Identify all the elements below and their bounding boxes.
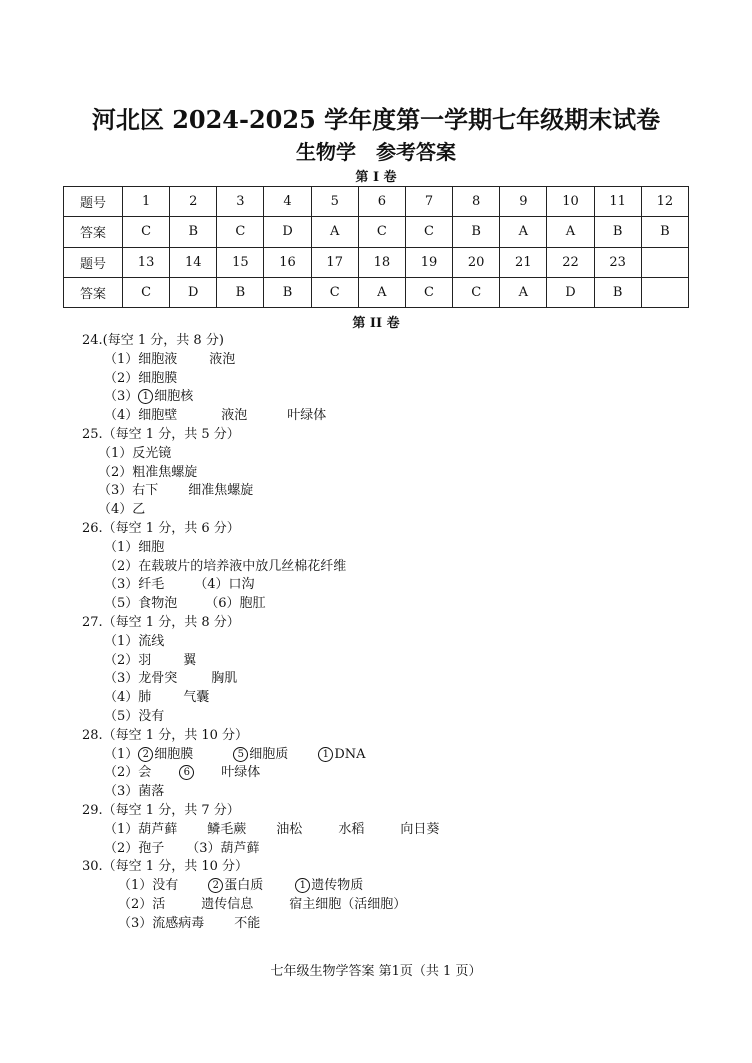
answer-line bbox=[82, 407, 702, 426]
circled-number: 1 bbox=[295, 878, 310, 893]
table-cell: 14 bbox=[170, 247, 217, 277]
table-cell: A bbox=[500, 217, 547, 247]
answer-text: （1） bbox=[104, 746, 139, 762]
section-1-label: 第 I 卷 bbox=[355, 170, 397, 185]
table-cell bbox=[641, 247, 688, 277]
question-24-header: 24.(每空 1 分，共 8 分) bbox=[82, 333, 224, 348]
page-subtitle: 生物学 参考答案 bbox=[296, 140, 456, 164]
answer-line bbox=[82, 746, 702, 765]
table-cell: 1 bbox=[123, 187, 170, 217]
answer-text: 叶绿体 bbox=[221, 765, 261, 781]
answer-line bbox=[82, 877, 702, 896]
question-25-header: 25.（每空 1 分，共 5 分） bbox=[82, 426, 240, 442]
table-cell: D bbox=[264, 217, 311, 247]
circled-number: 1 bbox=[318, 747, 333, 762]
answer-text: 叶绿体 bbox=[287, 408, 327, 424]
answer-line bbox=[82, 915, 702, 934]
answer-text: 翼 bbox=[183, 652, 197, 668]
answer-text: 鳞毛蕨 bbox=[207, 821, 247, 837]
table-cell: A bbox=[311, 217, 358, 247]
table-cell: 6 bbox=[358, 187, 405, 217]
answer-text: 蛋白质 bbox=[224, 878, 264, 894]
answer-line bbox=[82, 896, 702, 915]
table-cell: 10 bbox=[547, 187, 594, 217]
answer-text: （4）肺 bbox=[104, 690, 152, 706]
question-27-header: 27.（每空 1 分，共 8 分） bbox=[82, 614, 240, 630]
table-cell: 答案 bbox=[64, 277, 123, 307]
answer-line bbox=[82, 482, 702, 501]
answer-table bbox=[63, 186, 689, 308]
table-cell: 23 bbox=[594, 247, 641, 277]
circled-number: 2 bbox=[138, 747, 153, 762]
table-cell: 8 bbox=[453, 187, 500, 217]
answer-text: （3）葫芦藓 bbox=[186, 840, 260, 856]
table-cell: C bbox=[123, 277, 170, 307]
table-cell: B bbox=[217, 277, 264, 307]
answer-line: （1）细胞 bbox=[104, 539, 165, 555]
table-cell: B bbox=[594, 217, 641, 247]
answer-line bbox=[82, 764, 702, 783]
table-cell: 7 bbox=[405, 187, 452, 217]
answer-line bbox=[82, 652, 702, 671]
answer-text: （3）流感病毒 bbox=[118, 915, 205, 931]
question-30-header: 30.（每空 1 分，共 10 分） bbox=[82, 859, 249, 875]
question-28-header: 28.（每空 1 分，共 10 分） bbox=[82, 727, 249, 743]
answer-text: （5）食物泡 bbox=[104, 596, 178, 612]
answer-text: 液泡 bbox=[209, 351, 236, 367]
table-cell: C bbox=[405, 217, 452, 247]
table-cell: 5 bbox=[311, 187, 358, 217]
answer-text: （3）龙骨突 bbox=[104, 671, 178, 687]
table-cell: 13 bbox=[123, 247, 170, 277]
answer-text: 水稻 bbox=[338, 821, 365, 837]
table-cell: B bbox=[170, 217, 217, 247]
table-row bbox=[64, 187, 689, 217]
table-cell: D bbox=[170, 277, 217, 307]
answer-text: （1）细胞液 bbox=[104, 351, 178, 367]
table-cell: C bbox=[405, 277, 452, 307]
answer-line bbox=[82, 689, 702, 708]
answer-line: （4）乙 bbox=[98, 502, 146, 518]
answer-line bbox=[82, 821, 702, 840]
answer-text: 细准焦螺旋 bbox=[188, 483, 254, 499]
answer-text: （1）葫芦藓 bbox=[104, 821, 178, 837]
table-cell: A bbox=[500, 277, 547, 307]
answer-text: （6）胞肛 bbox=[205, 596, 266, 612]
answer-text: 油松 bbox=[276, 821, 303, 837]
answer-line: （2）粗准焦螺旋 bbox=[98, 464, 198, 480]
page-title: 河北区 2024-2025 学年度第一学期七年级期末试卷 bbox=[91, 105, 661, 134]
table-cell: B bbox=[453, 217, 500, 247]
table-cell: 9 bbox=[500, 187, 547, 217]
answer-text: 宿主细胞（活细胞） bbox=[289, 896, 407, 912]
table-cell: 15 bbox=[217, 247, 264, 277]
page-footer: 七年级生物学答案 第1页（共 1 页） bbox=[270, 964, 482, 979]
answer-line: （2）在载玻片的培养液中放几丝棉花纤维 bbox=[104, 558, 347, 574]
answer-text: DNA bbox=[334, 746, 366, 762]
answer-text: （2）孢子 bbox=[104, 840, 165, 856]
answer-text: 细胞膜 bbox=[154, 746, 194, 762]
table-cell: A bbox=[358, 277, 405, 307]
answer-text: （3）右下 bbox=[98, 483, 159, 499]
answer-line bbox=[82, 576, 702, 595]
table-cell: C bbox=[123, 217, 170, 247]
table-cell: 16 bbox=[264, 247, 311, 277]
table-cell: 答案 bbox=[64, 217, 123, 247]
table-cell: 11 bbox=[594, 187, 641, 217]
answer-line: （1）反光镜 bbox=[98, 445, 172, 461]
question-29-header: 29.（每空 1 分，共 7 分） bbox=[82, 802, 240, 818]
table-cell: C bbox=[358, 217, 405, 247]
section-2-label: 第 II 卷 bbox=[352, 316, 400, 331]
table-cell: 2 bbox=[170, 187, 217, 217]
table-cell: 题号 bbox=[64, 187, 123, 217]
answer-text: 细胞质 bbox=[249, 746, 289, 762]
answer-text: 向日葵 bbox=[400, 821, 440, 837]
table-cell: B bbox=[641, 217, 688, 247]
table-cell: C bbox=[453, 277, 500, 307]
answer-text: 液泡 bbox=[221, 408, 248, 424]
table-cell: 19 bbox=[405, 247, 452, 277]
answer-text: （2）羽 bbox=[104, 652, 152, 668]
answer-text: 胸肌 bbox=[211, 671, 238, 687]
table-cell: 4 bbox=[264, 187, 311, 217]
circled-number: 1 bbox=[138, 389, 153, 404]
table-cell: B bbox=[594, 277, 641, 307]
table-row bbox=[64, 247, 689, 277]
answer-text: （4）口沟 bbox=[194, 577, 255, 593]
answer-line bbox=[82, 840, 702, 859]
answer-text: （3） bbox=[104, 389, 139, 405]
answer-text: 遗传信息 bbox=[201, 896, 254, 912]
question-26-header: 26.（每空 1 分，共 6 分） bbox=[82, 520, 240, 536]
table-cell: 3 bbox=[217, 187, 264, 217]
table-cell: D bbox=[547, 277, 594, 307]
answer-text: （2）会 bbox=[104, 765, 152, 781]
answer-line: （1）流线 bbox=[104, 633, 165, 649]
answer-text: 遗传物质 bbox=[311, 878, 364, 894]
answer-text: 不能 bbox=[234, 915, 261, 931]
answer-text: （1）没有 bbox=[118, 878, 179, 894]
answer-line: （3）菌落 bbox=[104, 784, 165, 800]
table-cell: 20 bbox=[453, 247, 500, 277]
table-cell: A bbox=[547, 217, 594, 247]
table-row bbox=[64, 277, 689, 307]
answer-line bbox=[82, 595, 702, 614]
table-cell: C bbox=[311, 277, 358, 307]
circled-number: 2 bbox=[208, 878, 223, 893]
answer-text: （3）纤毛 bbox=[104, 577, 165, 593]
table-cell bbox=[641, 277, 688, 307]
table-cell: B bbox=[264, 277, 311, 307]
table-cell: 22 bbox=[547, 247, 594, 277]
circled-number: 5 bbox=[233, 747, 248, 762]
answer-text: （4）细胞壁 bbox=[104, 408, 178, 424]
answer-line bbox=[82, 388, 702, 407]
table-cell: 17 bbox=[311, 247, 358, 277]
table-cell: 21 bbox=[500, 247, 547, 277]
table-cell: 12 bbox=[641, 187, 688, 217]
answer-line: （5）没有 bbox=[104, 708, 165, 724]
answer-line: （2）细胞膜 bbox=[104, 370, 178, 386]
table-row bbox=[64, 217, 689, 247]
table-cell: 题号 bbox=[64, 247, 123, 277]
answer-body bbox=[82, 332, 702, 934]
answer-line bbox=[82, 670, 702, 689]
circled-number: 6 bbox=[179, 765, 194, 780]
table-cell: C bbox=[217, 217, 264, 247]
table-cell: 18 bbox=[358, 247, 405, 277]
answer-text: 气囊 bbox=[183, 690, 210, 706]
answer-text: （2）活 bbox=[118, 896, 166, 912]
answer-line bbox=[82, 351, 702, 370]
answer-text: 细胞核 bbox=[154, 389, 194, 405]
